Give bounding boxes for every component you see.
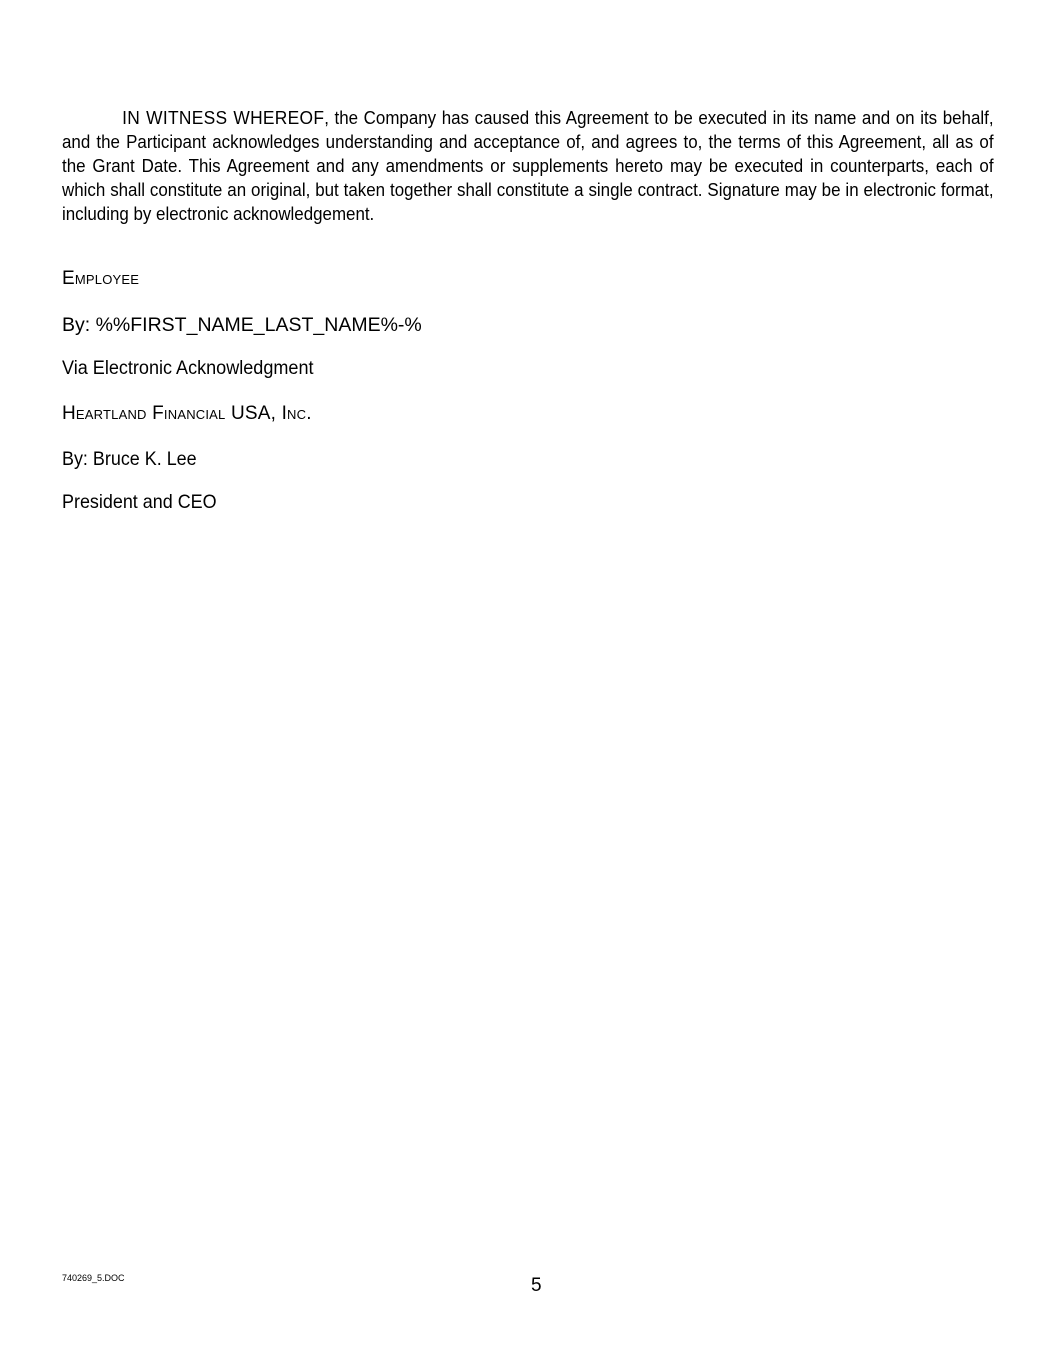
witness-text: , the Company has caused this Agreement to be executed in its name and on its behalf, and the Participant acknowledges understanding and acceptance of, and agrees to, the terms of this Agreement, all as of the Grant Date. This Agreement and any amendments or supplements hereto may be executed in counterparts, each of which shall constitute an original, but taken together shall constitute a single contract. Signature may be in electronic format, including by electronic acknowledgement. <box>62 108 994 224</box>
document-id: 740269_5.DOC <box>62 1273 125 1283</box>
employee-acknowledgment-method: Via Electronic Acknowledgment <box>62 358 314 379</box>
company-name: Heartland Financial USA, Inc. <box>62 403 312 424</box>
witness-lead: IN WITNESS WHEREOF <box>122 107 325 128</box>
company-signer-title: President and CEO <box>62 491 217 513</box>
witness-paragraph <box>62 106 994 226</box>
page-number: 5 <box>531 1275 542 1296</box>
company-signature-line: By: Bruce K. Lee <box>62 448 197 470</box>
employee-label: Employee <box>62 268 140 289</box>
employee-signature-line: By: %%FIRST_NAME_LAST_NAME%-% <box>62 314 422 336</box>
